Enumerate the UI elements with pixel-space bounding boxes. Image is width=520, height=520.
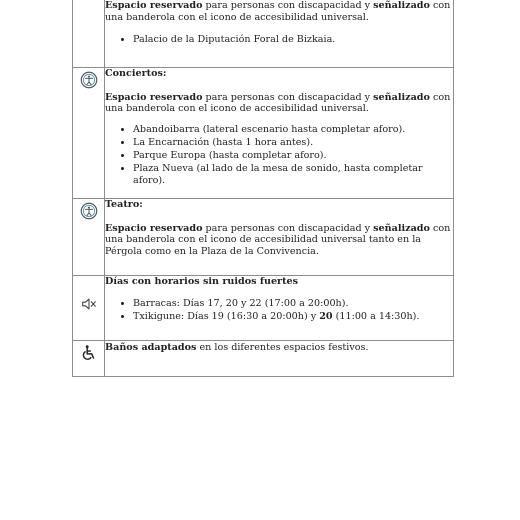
- row-content: [105, 276, 454, 341]
- accessibility-table: [72, 0, 454, 377]
- text-fragment: para personas con discapacidad y: [202, 222, 374, 234]
- section-title: Días con horarios sin ruidos fuertes: [105, 276, 299, 287]
- muted-speaker-icon: [80, 295, 98, 313]
- bullet-list: [105, 124, 453, 187]
- text-fragment: en los diferentes espacios festivos.: [196, 342, 369, 353]
- bold-text: Espacio reservado: [105, 91, 203, 103]
- wheelchair-icon: [80, 344, 98, 362]
- list-item: • Abandoibarra (lateral escenario hasta completar aforo).: [133, 124, 453, 136]
- icon-cell: [73, 276, 105, 341]
- row-paragraph: [105, 0, 453, 23]
- row-content: [105, 199, 454, 276]
- icon-cell: [73, 68, 105, 199]
- bold-text: Baños adaptados: [105, 342, 197, 353]
- list-item: • Palacio de la Diputación Foral de Bizkaia.: [133, 34, 453, 46]
- list-item: [133, 311, 453, 323]
- row-content: [105, 68, 454, 199]
- text-fragment: (11:00 a 14:30h).: [332, 310, 420, 322]
- bold-text: Espacio reservado: [105, 0, 203, 11]
- icon-cell: [73, 0, 105, 68]
- text-fragment: con una banderola con el icono de accesibilidad universal.: [105, 91, 451, 115]
- text-fragment: con una banderola con el icono de accesibilidad universal tanto en la Pérgola como en la Plaza de la Convivencia.: [105, 222, 451, 257]
- bullet-list: [105, 298, 453, 323]
- bold-text: señalizado: [373, 91, 430, 103]
- bold-text: señalizado: [373, 0, 430, 11]
- text-fragment: con una banderola con el icono de accesibilidad universal.: [105, 0, 451, 23]
- universal-accessibility-icon: [80, 202, 98, 220]
- icon-cell: [73, 199, 105, 276]
- bold-text: 20: [319, 310, 333, 322]
- universal-accessibility-icon: [80, 71, 98, 89]
- text-fragment: para personas con discapacidad y: [202, 91, 374, 103]
- table-row: [73, 199, 454, 276]
- section-title: Conciertos:: [105, 68, 167, 79]
- row-paragraph: [105, 92, 453, 115]
- row-content: [105, 341, 454, 377]
- section-title: Teatro:: [105, 199, 143, 210]
- table-row: [73, 68, 454, 199]
- bullet-list: [105, 34, 453, 46]
- icon-cell: [73, 341, 105, 377]
- row-content: [105, 0, 454, 68]
- list-item: • La Encarnación (hasta 1 hora antes).: [133, 137, 453, 149]
- row-paragraph: [105, 342, 453, 354]
- list-item: • Parque Europa (hasta completar aforo).: [133, 150, 453, 162]
- list-item: • Plaza Nueva (al lado de la mesa de sonido, hasta completar aforo).: [133, 163, 453, 186]
- list-item: • Barracas: Días 17, 20 y 22 (17:00 a 20:00h).: [133, 298, 453, 310]
- table-row: [73, 0, 454, 68]
- row-paragraph: [105, 223, 453, 258]
- table-row: [73, 276, 454, 341]
- bold-text: Espacio reservado: [105, 222, 203, 234]
- text-fragment: para personas con discapacidad y: [202, 0, 374, 11]
- bold-text: señalizado: [373, 222, 430, 234]
- text-fragment: Txikigune: Días 19 (16:30 a 20:00h) y: [133, 310, 320, 322]
- table-row: [73, 341, 454, 377]
